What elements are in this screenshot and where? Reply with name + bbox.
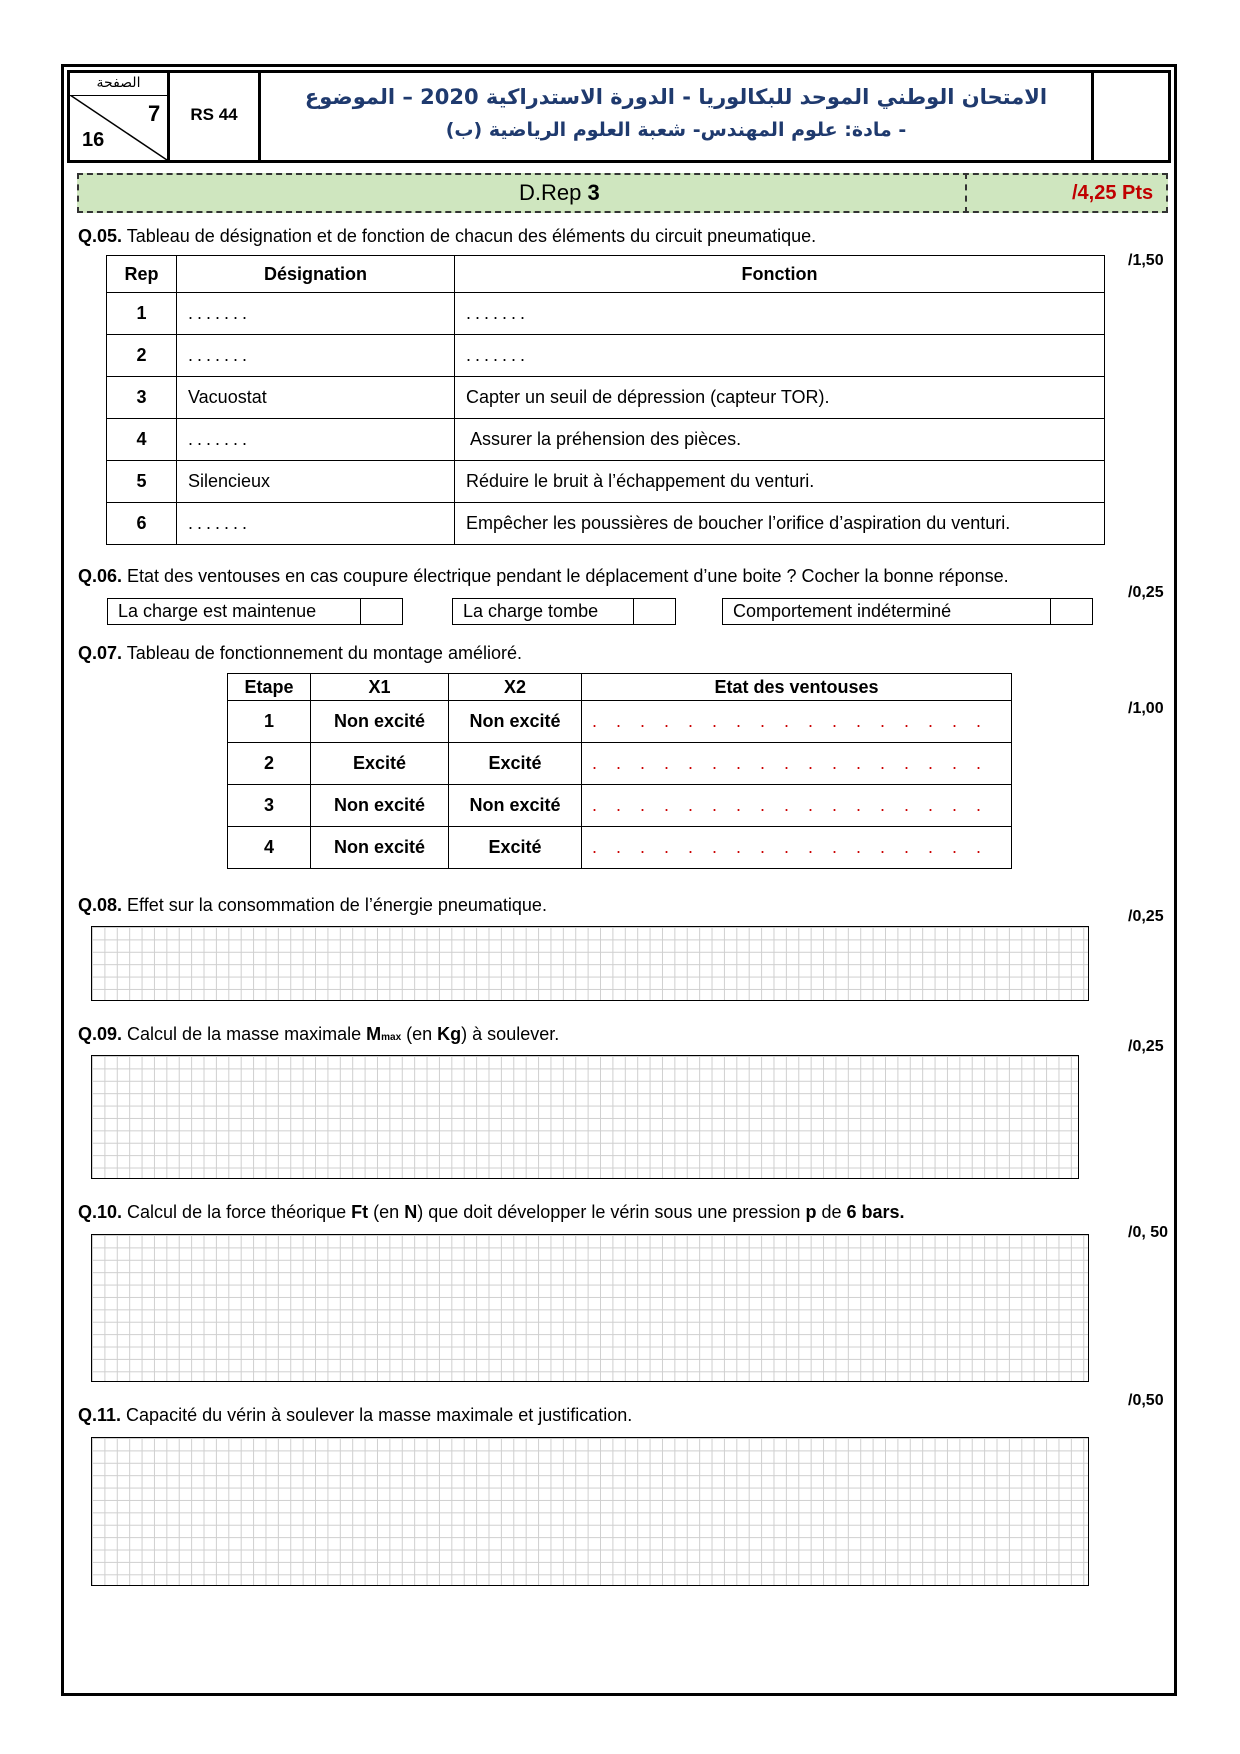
checkbox-comportement-indetermine[interactable] [1050, 598, 1092, 625]
exam-code: RS 44 [190, 105, 238, 124]
x2-cell: Non excité [449, 785, 582, 827]
section-points: /4,25 Pts [1072, 182, 1154, 204]
x1-cell: Non excité [311, 785, 449, 827]
q08-statement: Q.08. Effet sur la consommation de l’énergie pneumatique. [78, 895, 547, 915]
etape-cell: 3 [228, 785, 311, 827]
exam-title-line2: - مادة: علوم المهندس- شعبة العلوم الرياضية (ب) [445, 119, 907, 141]
table-row [228, 785, 1012, 827]
q10-score: /0, 50 [1128, 1224, 1169, 1241]
designation-cell[interactable]: ....... [177, 419, 455, 461]
x1-cell: Non excité [311, 827, 449, 869]
q09-statement: Q.09. Calcul de la masse maximale Mmax (en Kg) à soulever. [78, 1024, 560, 1044]
etape-cell: 1 [228, 701, 311, 743]
rep-cell: 4 [107, 419, 177, 461]
table-row [107, 419, 1105, 461]
rep-cell: 2 [107, 335, 177, 377]
q11-statement: Q.11. Capacité du vérin à soulever la masse maximale et justification. [78, 1405, 633, 1425]
exam-title-line1: الامتحان الوطني الموحد للبكالوريا - الدورة الاستدراكية 2020 – الموضوع [304, 85, 1048, 109]
etat-ventouses-cell[interactable]: . . . . . . . . . . . . . . . . . [582, 701, 1012, 743]
x1-cell: Excité [311, 743, 449, 785]
col-x1: X1 [311, 674, 449, 701]
designation-table [106, 255, 1105, 545]
table-row [107, 377, 1105, 419]
etat-ventouses-cell[interactable]: . . . . . . . . . . . . . . . . . [582, 827, 1012, 869]
section-bar [77, 173, 1168, 213]
answer-grid-q10[interactable] [91, 1234, 1089, 1382]
option-label: La charge tombe [463, 601, 599, 621]
page-total: 16 [82, 129, 105, 151]
option-label: Comportement indéterminé [733, 601, 952, 621]
table-row [228, 743, 1012, 785]
page-number-cell [70, 73, 170, 160]
q11-score: /0,50 [1128, 1392, 1164, 1409]
section-divider [965, 173, 969, 213]
designation-cell: Vacuostat [177, 377, 455, 419]
q05-statement: Q.05. Tableau de désignation et de fonction de chacun des éléments du circuit pneumatique. [78, 226, 817, 246]
q06-score: /0,25 [1128, 584, 1164, 601]
table-header-row [107, 256, 1105, 293]
answer-grid-q11[interactable] [91, 1437, 1089, 1586]
rep-cell: 1 [107, 293, 177, 335]
x2-cell: Excité [449, 743, 582, 785]
q09-score: /0,25 [1128, 1038, 1164, 1055]
col-fonction: Fonction [455, 256, 1105, 293]
table-header-row [228, 674, 1012, 701]
table-row [228, 827, 1012, 869]
col-etape: Etape [228, 674, 311, 701]
option-charge-tombe [452, 598, 676, 625]
fonction-cell: Réduire le bruit à l’échappement du venturi. [455, 461, 1105, 503]
etape-cell: 2 [228, 743, 311, 785]
rep-cell: 5 [107, 461, 177, 503]
table-row [107, 503, 1105, 545]
q07-score: /1,00 [1128, 700, 1164, 717]
section-title: D.Rep 3 [519, 180, 600, 205]
q06-statement: Q.06. Etat des ventouses en cas coupure électrique pendant le déplacement d’une boite ? Cocher la bonne réponse. [78, 566, 1009, 586]
q08-score: /0,25 [1128, 908, 1164, 925]
designation-cell: Silencieux [177, 461, 455, 503]
page-label: الصفحة [70, 73, 167, 96]
col-rep: Rep [107, 256, 177, 293]
x2-cell: Non excité [449, 701, 582, 743]
etat-ventouses-cell[interactable]: . . . . . . . . . . . . . . . . . [582, 743, 1012, 785]
code-cell [170, 73, 261, 160]
table-row [107, 461, 1105, 503]
x2-cell: Excité [449, 827, 582, 869]
table-row [107, 293, 1105, 335]
etape-cell: 4 [228, 827, 311, 869]
checkbox-charge-maintenue[interactable] [360, 598, 402, 625]
q05-score: /1,50 [1128, 252, 1164, 269]
option-label: La charge est maintenue [118, 601, 317, 621]
option-charge-maintenue [107, 598, 403, 625]
answer-grid-q09[interactable] [91, 1055, 1079, 1179]
col-x2: X2 [449, 674, 582, 701]
designation-cell[interactable]: ....... [177, 503, 455, 545]
functioning-table [227, 673, 1012, 869]
checkbox-charge-tombe[interactable] [633, 598, 675, 625]
col-etat-ventouses: Etat des ventouses [582, 674, 1012, 701]
fonction-cell: Assurer la préhension des pièces. [455, 419, 1105, 461]
page-number: 7 [148, 101, 161, 126]
option-comportement-indetermine [722, 598, 1093, 625]
designation-cell[interactable]: ....... [177, 293, 455, 335]
fonction-cell[interactable]: ....... [455, 293, 1105, 335]
q10-statement: Q.10. Calcul de la force théorique Ft (en N) que doit développer le vérin sous une pression p de 6 bars. [78, 1202, 905, 1222]
fonction-cell: Empêcher les poussières de boucher l’orifice d’aspiration du venturi. [455, 503, 1105, 545]
x1-cell: Non excité [311, 701, 449, 743]
exam-header [67, 70, 1171, 163]
designation-cell[interactable]: ....... [177, 335, 455, 377]
rep-cell: 6 [107, 503, 177, 545]
answer-grid-q08[interactable] [91, 926, 1089, 1001]
fonction-cell: Capter un seuil de dépression (capteur TOR). [455, 377, 1105, 419]
table-row [107, 335, 1105, 377]
col-designation: Désignation [177, 256, 455, 293]
rep-cell: 3 [107, 377, 177, 419]
table-row [228, 701, 1012, 743]
etat-ventouses-cell[interactable]: . . . . . . . . . . . . . . . . . [582, 785, 1012, 827]
q07-statement: Q.07. Tableau de fonctionnement du montage amélioré. [78, 643, 522, 663]
fonction-cell[interactable]: ....... [455, 335, 1105, 377]
title-cell [261, 73, 1094, 160]
